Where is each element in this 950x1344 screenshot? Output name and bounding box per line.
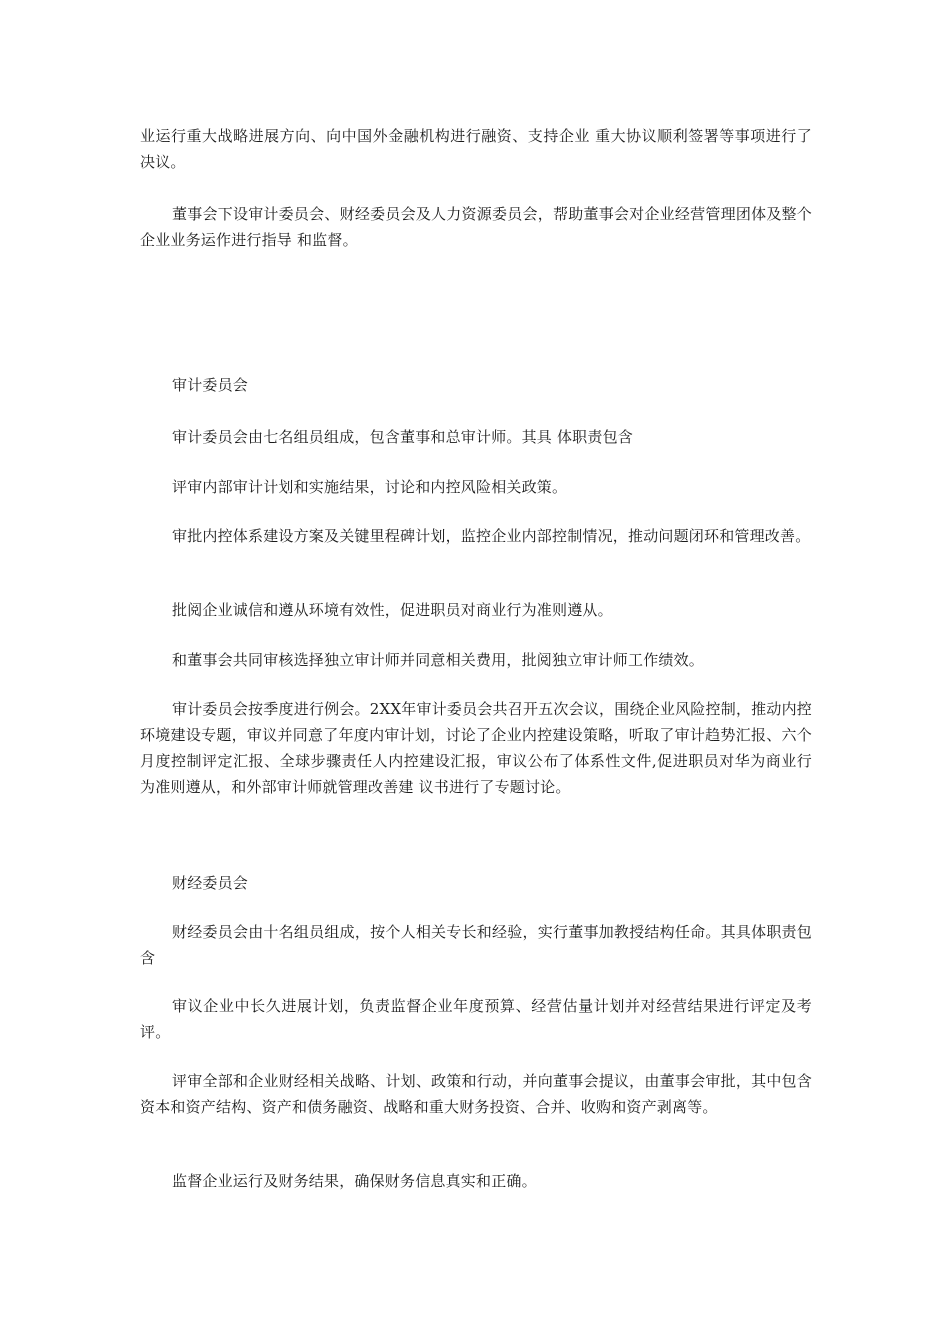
finance-committee-heading: 财经委员会 <box>172 874 249 892</box>
committees-overview-paragraph: 董事会下设审计委员会、财经委员会及人力资源委员会，帮助董事会对企业经营管理团体及整个企业业务运作进行指导 和监督。 <box>140 205 812 249</box>
audit-duty-paragraph: 审批内控体系建设方案及关键里程碑计划，监控企业内部控制情况，推动问题闭环和管理改善。 <box>172 527 811 545</box>
intro-continuation-paragraph: 业运行重大战略进展方向、向中国外金融机构进行融资、支持企业 重大协议顺利签署等事项进行了决议。 <box>140 127 812 171</box>
audit-meetings-paragraph: 审计委员会按季度进行例会。2XX年审计委员会共召开五次会议，围绕企业风险控制，推动内控环境建设专题，审议并同意了年度内审计划，讨论了企业内控建设策略，听取了审计趋势汇报、六个月度控制评定汇报、全球步骤责任人内控建设汇报，审议公布了体系性文件,促进职员对华为商业行为准则遵从，和外部审计师就管理改善建 议书进行了专题讨论。 <box>140 700 812 796</box>
audit-duty-paragraph: 批阅企业诚信和遵从环境有效性，促进职员对商业行为准则遵从。 <box>172 601 613 619</box>
finance-duty-paragraph: 监督企业运行及财务结果，确保财务信息真实和正确。 <box>172 1172 537 1190</box>
finance-duty-paragraph: 审议企业中长久进展计划，负责监督企业年度预算、经营估量计划并对经营结果进行评定及考评。 <box>140 997 812 1041</box>
audit-duty-paragraph: 和董事会共同审核选择独立审计师并同意相关费用，批阅独立审计师工作绩效。 <box>172 651 705 669</box>
audit-duty-paragraph: 评审内部审计计划和实施结果，讨论和内控风险相关政策。 <box>172 478 568 496</box>
finance-composition-paragraph: 财经委员会由十名组员组成，按个人相关专长和经验，实行董事加教授结构任命。其具体职责包含 <box>140 923 812 967</box>
audit-composition-paragraph: 审计委员会由七名组员组成，包含董事和总审计师。其具 体职责包含 <box>172 428 633 446</box>
audit-committee-heading: 审计委员会 <box>172 376 249 394</box>
finance-duty-paragraph: 评审全部和企业财经相关战略、计划、政策和行动，并向董事会提议，由董事会审批，其中包含资本和资产结构、资产和债务融资、战略和重大财务投资、合并、收购和资产剥离等。 <box>140 1072 812 1116</box>
